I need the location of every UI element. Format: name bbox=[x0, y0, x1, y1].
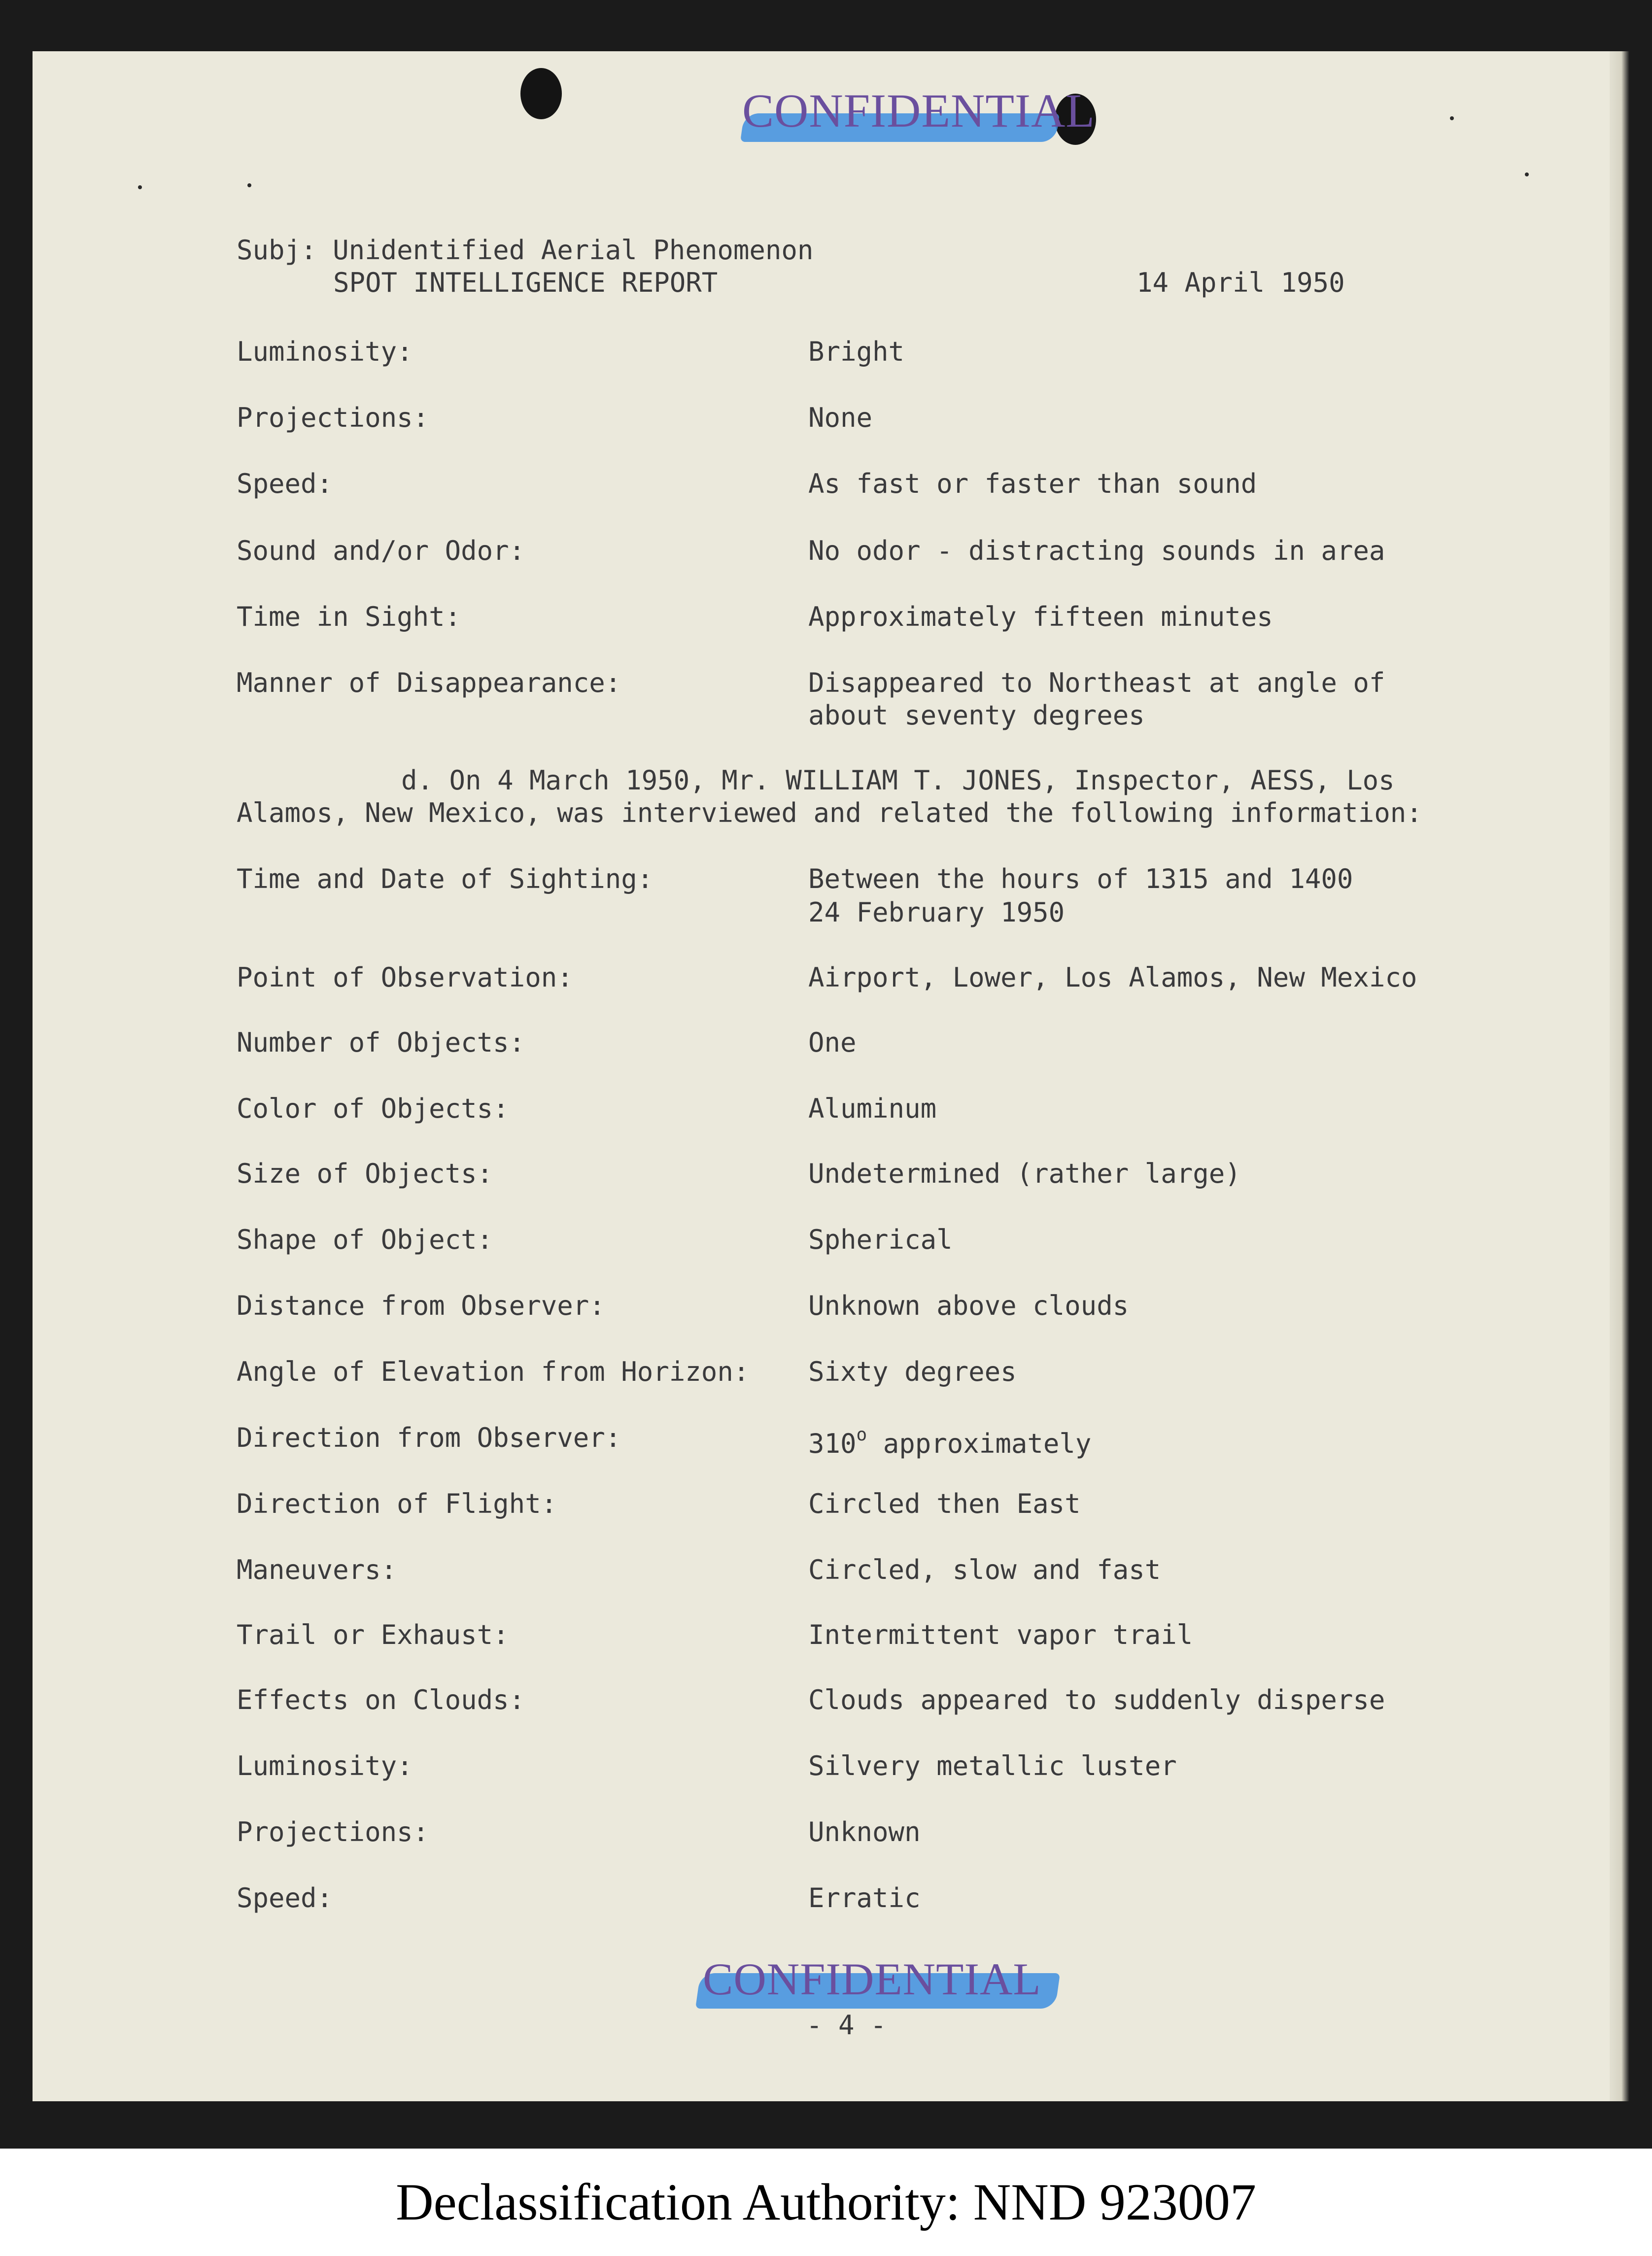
field-label: Angle of Elevation from Horizon: bbox=[237, 1356, 750, 1387]
field-label: Direction from Observer: bbox=[237, 1422, 621, 1453]
paragraph-line: d. On 4 March 1950, Mr. WILLIAM T. JONES, Inspector, AESS, Los bbox=[401, 765, 1395, 796]
document-page bbox=[33, 51, 1610, 2101]
field-value: Sixty degrees bbox=[808, 1356, 1017, 1387]
field-value: Spherical bbox=[808, 1224, 953, 1255]
field-value: Intermittent vapor trail bbox=[808, 1619, 1193, 1650]
field-label: Number of Objects: bbox=[237, 1027, 525, 1058]
page-edge bbox=[1610, 51, 1629, 2101]
field-label: Speed: bbox=[237, 1882, 333, 1914]
field-label: Projections: bbox=[237, 1816, 429, 1847]
field-value: No odor - distracting sounds in area bbox=[808, 535, 1385, 566]
field-label: Effects on Clouds: bbox=[237, 1684, 525, 1715]
field-value-continued: about seventy degrees bbox=[808, 700, 1145, 731]
speck bbox=[1525, 172, 1529, 176]
speck bbox=[138, 185, 142, 189]
report-date: 14 April 1950 bbox=[1136, 267, 1345, 298]
report-title: SPOT INTELLIGENCE REPORT bbox=[333, 267, 718, 298]
field-label: Color of Objects: bbox=[237, 1093, 509, 1124]
paragraph-line: Alamos, New Mexico, was interviewed and related the following information: bbox=[237, 797, 1422, 828]
page-number: - 4 - bbox=[806, 2010, 887, 2041]
field-value: Silvery metallic luster bbox=[808, 1750, 1177, 1781]
field-label: Sound and/or Odor: bbox=[237, 535, 525, 566]
field-label: Trail or Exhaust: bbox=[237, 1619, 509, 1650]
field-value: 310$^o$ approximately bbox=[808, 1425, 1092, 1459]
field-value: One bbox=[808, 1027, 857, 1058]
field-label: Shape of Object: bbox=[237, 1224, 493, 1255]
field-value: Disappeared to Northeast at angle of bbox=[808, 667, 1385, 698]
field-label: Luminosity: bbox=[237, 1750, 413, 1781]
field-label: Luminosity: bbox=[237, 336, 413, 367]
field-label: Time in Sight: bbox=[237, 601, 461, 632]
field-label: Maneuvers: bbox=[237, 1554, 397, 1585]
speck bbox=[247, 183, 251, 187]
field-value: Bright bbox=[808, 336, 905, 367]
field-label: Projections: bbox=[237, 402, 429, 433]
field-value: Circled, slow and fast bbox=[808, 1554, 1161, 1585]
confidential-stamp-bottom: CONFIDENTIAL bbox=[703, 1953, 1041, 2005]
field-label: Speed: bbox=[237, 468, 333, 499]
field-value: Unknown above clouds bbox=[808, 1290, 1129, 1321]
field-value: Erratic bbox=[808, 1882, 921, 1914]
field-value: As fast or faster than sound bbox=[808, 468, 1257, 499]
subject-line: Subj: Unidentified Aerial Phenomenon bbox=[237, 235, 814, 266]
field-value: Undetermined (rather large) bbox=[808, 1158, 1241, 1189]
speck bbox=[1450, 116, 1454, 120]
field-value: Clouds appeared to suddenly disperse bbox=[808, 1684, 1385, 1715]
declassification-footer: Declassification Authority: NND 923007 bbox=[0, 2149, 1652, 2256]
punch-hole-left bbox=[520, 68, 562, 119]
field-value: Approximately fifteen minutes bbox=[808, 601, 1273, 632]
field-label: Manner of Disappearance: bbox=[237, 667, 621, 698]
field-label: Point of Observation: bbox=[237, 962, 573, 993]
field-label: Size of Objects: bbox=[237, 1158, 493, 1189]
field-label: Time and Date of Sighting: bbox=[237, 863, 654, 894]
field-value: Aluminum bbox=[808, 1093, 937, 1124]
field-value: Between the hours of 1315 and 1400 bbox=[808, 863, 1353, 894]
field-value-continued: 24 February 1950 bbox=[808, 897, 1065, 928]
field-value: Unknown bbox=[808, 1816, 921, 1847]
field-label: Distance from Observer: bbox=[237, 1290, 605, 1321]
field-value: None bbox=[808, 402, 873, 433]
field-value: Circled then East bbox=[808, 1488, 1081, 1519]
confidential-stamp-top: CONFIDENTIAL bbox=[742, 84, 1095, 138]
field-label: Direction of Flight: bbox=[237, 1488, 557, 1519]
field-value: Airport, Lower, Los Alamos, New Mexico bbox=[808, 962, 1417, 993]
